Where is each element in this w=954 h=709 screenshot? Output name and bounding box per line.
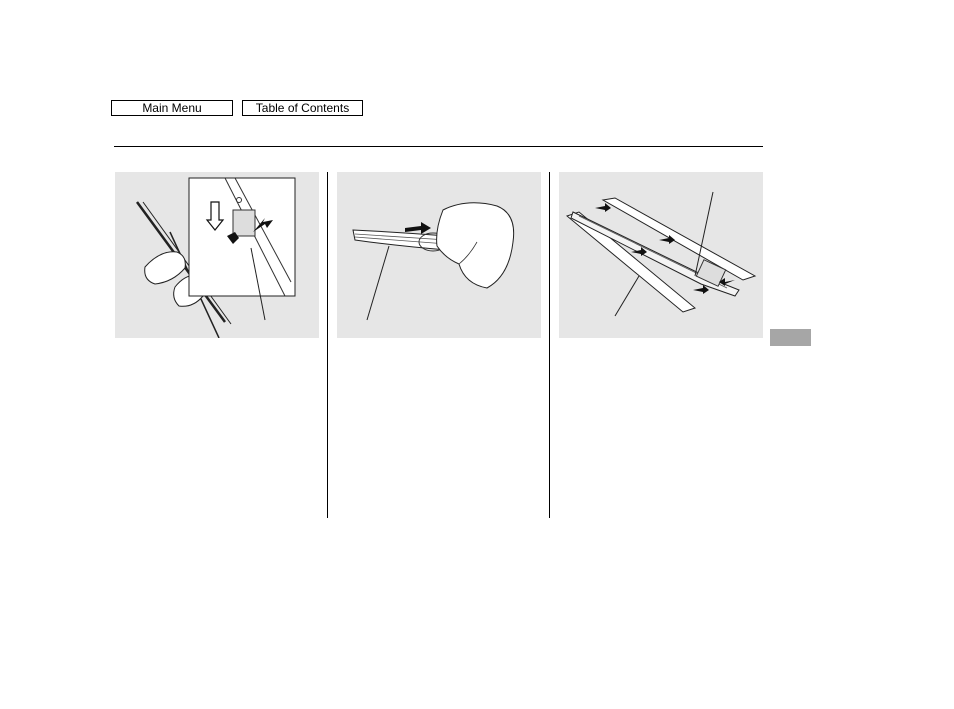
column-divider-1 xyxy=(327,172,328,518)
column-divider-2 xyxy=(549,172,550,518)
wiper-retainer-install-illustration xyxy=(559,172,763,338)
wiper-rubber-slide-illustration xyxy=(337,172,541,338)
wiper-blade-removal-illustration xyxy=(115,172,319,338)
header-rule xyxy=(114,146,763,147)
figure-wiper-rubber-slide xyxy=(337,172,541,338)
table-of-contents-button[interactable]: Table of Contents xyxy=(242,100,363,116)
section-tab xyxy=(770,329,811,346)
figure-wiper-blade-removal xyxy=(115,172,319,338)
figure-wiper-retainer-install xyxy=(559,172,763,338)
main-menu-button[interactable]: Main Menu xyxy=(111,100,233,116)
